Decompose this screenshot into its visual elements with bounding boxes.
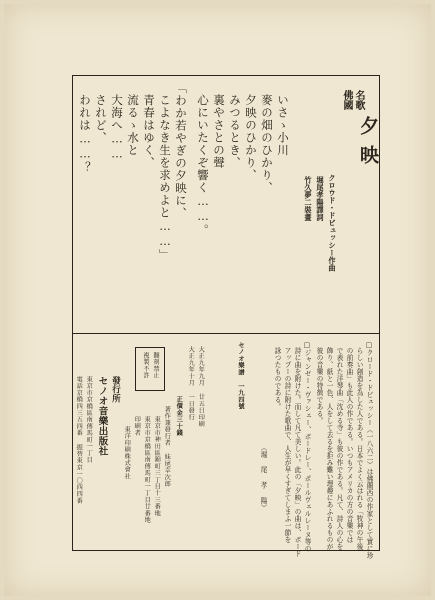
lyric-line: みつるとき、 xyxy=(228,94,242,169)
series-number: セノオ樂譜 一九四號 xyxy=(237,342,244,410)
commentary-line: 詩に曲を附けた。而して凡て美しい。此の「夕映」の曲は、ボード xyxy=(293,347,301,557)
lyric-line: されど、 xyxy=(94,94,108,144)
song-title: 夕映 xyxy=(357,116,379,174)
lyricist-credit: 堀尾孝陽譯詞 xyxy=(316,176,325,221)
publisher-address: 東京市京橋區南傳馬町一丁目 xyxy=(85,376,93,464)
publisher-phone: 電話京橋四三五四番 振替東京一〇四四番 xyxy=(75,376,83,505)
lyric-line: 「わか若やぎの夕映に、 xyxy=(174,82,188,220)
composer-credit: クロウド・ドビュッシー作曲 xyxy=(328,174,337,272)
lyric-line: われは……？ xyxy=(78,94,92,174)
commentary-line: 彼の音樂の特徴である。 xyxy=(315,347,323,424)
address-line: 東京市神田區錦町三丁目十三番地 xyxy=(153,416,161,517)
section-divider xyxy=(73,333,379,334)
commentary-line: の前奏曲」も此人の作である。いつもアメリカの方の音樂では xyxy=(345,347,353,543)
lyric-line: 麥の畑のひかり、 xyxy=(260,94,274,194)
commentary-line: □ジャンゼー・ヴァシェー、ボードレー、ポールヴェルレーヌ等の xyxy=(303,341,311,553)
genre-line-1: 佛國 xyxy=(341,90,352,110)
lyric-line: 流るゝ水と xyxy=(126,94,140,157)
lyric-line: 裏やさとの聲 xyxy=(212,94,226,169)
genre-line-2: 名歌 xyxy=(353,90,364,110)
printer-label: 印刷者 xyxy=(133,416,141,437)
price-label: 正價金三十錢 xyxy=(175,396,183,437)
commentary-line: アップーの詩に附けた歌曲で、人生が早くすぎてしまふ一節を xyxy=(283,347,291,543)
lyric-line: こよなき生を求めよと……」 xyxy=(158,94,172,262)
commentary-line: 詠つたものである。 xyxy=(273,347,281,410)
address-line: 東京市京橋區南傳馬町一丁目廿番地 xyxy=(143,416,151,524)
lyric-line: 大海へ…… xyxy=(110,94,124,162)
commentary-signature: （堀 尾 孝 陽） xyxy=(259,444,267,512)
arranger-credit: 竹久夢二裝畫 xyxy=(304,176,313,221)
print-date: 大正九年九月 廿五日印刷 xyxy=(197,346,205,428)
editor-line: 著作兼發行者 妹尾幸次郎 xyxy=(163,406,171,488)
publisher-label: 發行所 xyxy=(110,376,121,403)
lyric-line: 心にいたくぞ響く……。 xyxy=(196,94,210,237)
content-frame xyxy=(72,75,380,560)
lyric-line: いさゝ小川 xyxy=(276,94,290,157)
notice-line: 翻刻禁止 xyxy=(152,352,159,379)
commentary-line: らしい創造を為した人である。日本でよく云はれる「牧神の午後 xyxy=(355,347,363,550)
notice-box xyxy=(135,347,165,391)
lyric-line: 青春はゆく、 xyxy=(142,94,156,169)
page xyxy=(4,4,431,596)
publisher-name: セノオ音樂出版社 xyxy=(96,376,108,456)
notice-line: 複製不許 xyxy=(142,352,149,379)
commentary-line: □クロード・ドビュッシー（一八六二）は佛蘭西の作家として實に珍 xyxy=(365,341,373,560)
lyric-line: 夕映のひかり、 xyxy=(244,94,258,182)
commentary-line: で表れた洋琴曲「沈める寺」も彼の作である。凡て、詩人の心を xyxy=(335,347,343,550)
printer-name: 東洋印刷株式會社 xyxy=(123,426,131,480)
issue-date: 大正九年十月 一日發行 xyxy=(187,346,195,421)
commentary-line: 飾り、紙と一色、人をして去るを拒み難い理趣にあふれるものが xyxy=(325,347,333,550)
